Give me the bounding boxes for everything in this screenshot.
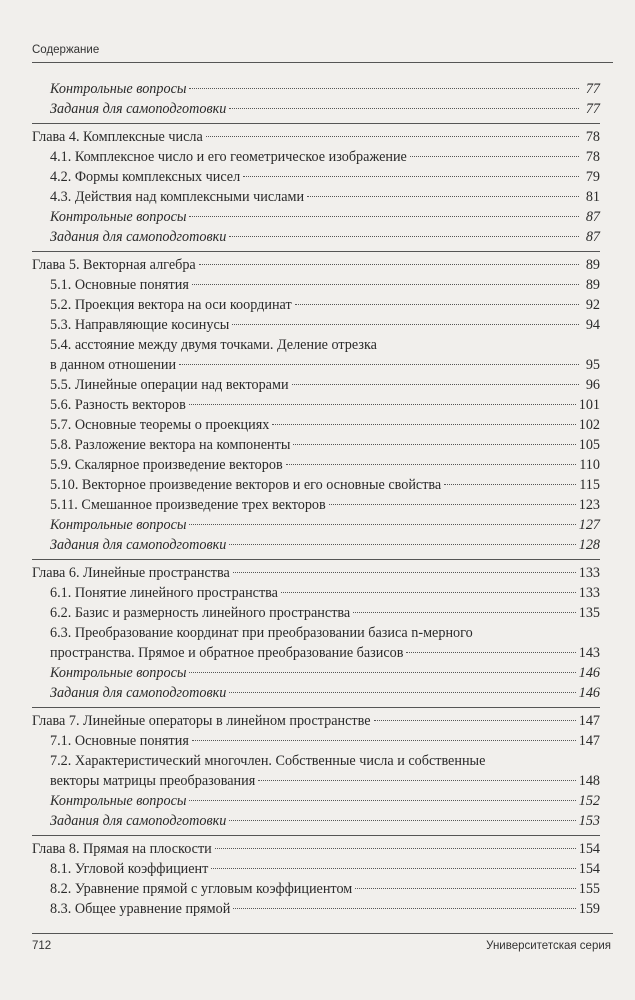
toc-entry-page: 147 <box>578 713 600 729</box>
toc-entry-tasks <box>32 683 600 703</box>
toc-entry-title: 5.10. Векторное произведение векторов и его основные свойства <box>50 477 442 493</box>
toc-entry-title: 5.6. Разность векторов <box>50 397 186 413</box>
toc-entry-title: 5.1. Основные понятия <box>50 277 189 293</box>
dot-leader <box>189 524 575 525</box>
toc-entry-title: 4.1. Комплексное число и его геометрическое изображение <box>50 149 407 165</box>
toc-entry-title: 8.1. Угловой коэффициент <box>50 861 209 877</box>
toc-chapter-title: Глава 8. Прямая на плоскости <box>32 841 212 857</box>
toc-entry-page: 92 <box>585 297 600 313</box>
table-of-contents <box>32 79 600 919</box>
running-header: Содержание <box>32 44 100 56</box>
toc-entry-title: 6.1. Понятие линейного пространства <box>50 585 278 601</box>
toc-entry-page: 146 <box>578 665 600 681</box>
toc-entry-title: 5.7. Основные теоремы о проекциях <box>50 417 270 433</box>
toc-entry-title: Задания для самоподготовки <box>50 101 227 117</box>
toc-entry-title: 8.2. Уравнение прямой с угловым коэффициентом <box>50 881 353 897</box>
toc-entry-title: 4.2. Формы комплексных чисел <box>50 169 241 185</box>
toc-entry-page: 79 <box>585 169 600 185</box>
toc-entry <box>32 415 600 435</box>
toc-entry-title: Задания для самоподготовки <box>50 537 227 553</box>
dot-leader <box>286 464 577 465</box>
toc-entry <box>32 187 600 207</box>
toc-entry-page: 77 <box>585 101 600 117</box>
dot-leader <box>199 264 579 265</box>
dot-leader <box>374 720 576 721</box>
dot-leader <box>258 780 575 781</box>
toc-entry-page: 135 <box>578 605 600 621</box>
toc-entry-page: 148 <box>578 773 600 789</box>
toc-entry-page: 94 <box>585 317 600 333</box>
dot-leader <box>189 404 576 405</box>
dot-leader <box>229 820 575 821</box>
toc-entry <box>32 731 600 751</box>
footer-rule <box>32 933 613 934</box>
toc-entry-title-line2: пространства. Прямое и обратное преобразование базисов <box>50 645 404 661</box>
toc-entry <box>32 395 600 415</box>
chapter-divider <box>32 251 600 252</box>
toc-chapter-title: Глава 6. Линейные пространства <box>32 565 230 581</box>
toc-entry-questions <box>32 207 600 227</box>
toc-entry <box>32 859 600 879</box>
toc-entry-page: 159 <box>578 901 600 917</box>
dot-leader <box>233 572 576 573</box>
dot-leader <box>292 384 579 385</box>
dot-leader <box>189 88 579 89</box>
toc-entry <box>32 603 600 623</box>
dot-leader <box>229 108 579 109</box>
dot-leader <box>406 652 575 653</box>
toc-entry-multiline <box>32 751 600 791</box>
toc-entry <box>32 435 600 455</box>
dot-leader <box>307 196 579 197</box>
dot-leader <box>272 424 575 425</box>
toc-entry-page: 123 <box>578 497 600 513</box>
dot-leader <box>192 740 576 741</box>
toc-entry-page: 154 <box>578 861 600 877</box>
dot-leader <box>410 156 579 157</box>
dot-leader <box>229 692 575 693</box>
dot-leader <box>189 672 575 673</box>
toc-chapter-title: Глава 7. Линейные операторы в линейном пространстве <box>32 713 371 729</box>
toc-entry-multiline <box>32 623 600 663</box>
toc-entry-title: 5.5. Линейные операции над векторами <box>50 377 289 393</box>
toc-entry-title: 5.11. Смешанное произведение трех векторов <box>50 497 326 513</box>
dot-leader <box>179 364 579 365</box>
toc-entry-page: 152 <box>578 793 600 809</box>
toc-entry <box>32 455 600 475</box>
toc-entry-page: 101 <box>578 397 600 413</box>
dot-leader <box>353 612 576 613</box>
toc-entry-title-line2: в данном отношении <box>50 357 177 373</box>
toc-entry-title: Задания для самоподготовки <box>50 685 227 701</box>
toc-entry <box>32 375 600 395</box>
toc-entry-page: 110 <box>579 457 600 473</box>
toc-entry <box>32 167 600 187</box>
dot-leader <box>281 592 576 593</box>
toc-entry-page: 128 <box>578 537 600 553</box>
toc-entry-page: 87 <box>585 229 600 245</box>
dot-leader <box>189 800 575 801</box>
toc-entry-title: 5.3. Направляющие косинусы <box>50 317 230 333</box>
dot-leader <box>232 324 579 325</box>
toc-entry-title: 6.2. Базис и размерность линейного пространства <box>50 605 351 621</box>
toc-entry <box>32 315 600 335</box>
toc-entry-page: 146 <box>578 685 600 701</box>
toc-entry-page: 95 <box>585 357 600 373</box>
toc-entry-page: 115 <box>579 477 600 493</box>
toc-chapter-title: Глава 4. Комплексные числа <box>32 129 203 145</box>
toc-entry-title-line1: 6.3. Преобразование координат при преобразовании базиса n-мерного <box>50 625 473 641</box>
toc-entry-title-line2: векторы матрицы преобразования <box>50 773 256 789</box>
dot-leader <box>192 284 579 285</box>
toc-entry-tasks <box>32 811 600 831</box>
toc-entry-page: 133 <box>578 585 600 601</box>
toc-entry-page: 77 <box>585 81 600 97</box>
dot-leader <box>189 216 579 217</box>
toc-chapter-5 <box>32 255 600 275</box>
dot-leader <box>293 444 575 445</box>
toc-entry-page: 143 <box>578 645 600 661</box>
toc-chapter-title: Глава 5. Векторная алгебра <box>32 257 196 273</box>
toc-entry-title: Контрольные вопросы <box>50 517 187 533</box>
page-number: 712 <box>32 940 52 952</box>
toc-entry-title: 8.3. Общее уравнение прямой <box>50 901 231 917</box>
toc-entry-page: 133 <box>578 565 600 581</box>
dot-leader <box>211 868 575 869</box>
toc-entry-page: 96 <box>585 377 600 393</box>
toc-entry <box>32 583 600 603</box>
toc-entry-title: Контрольные вопросы <box>50 665 187 681</box>
toc-entry-questions <box>32 663 600 683</box>
dot-leader <box>295 304 579 305</box>
toc-entry-page: 127 <box>578 517 600 533</box>
toc-entry-title: 5.8. Разложение вектора на компоненты <box>50 437 291 453</box>
chapter-divider <box>32 559 600 560</box>
dot-leader <box>233 908 575 909</box>
toc-entry-multiline <box>32 335 600 375</box>
toc-entry-title: Контрольные вопросы <box>50 81 187 97</box>
toc-chapter-7 <box>32 711 600 731</box>
toc-entry-ch3-tasks <box>32 99 600 119</box>
toc-entry <box>32 295 600 315</box>
toc-entry-title: Задания для самоподготовки <box>50 229 227 245</box>
toc-entry-page: 147 <box>578 733 600 749</box>
toc-entry-title-line1: 7.2. Характеристический многочлен. Собственные числа и собственные <box>50 753 486 769</box>
toc-entry <box>32 475 600 495</box>
toc-chapter-4 <box>32 127 600 147</box>
dot-leader <box>229 544 575 545</box>
toc-entry-page: 89 <box>585 257 600 273</box>
toc-entry-page: 89 <box>585 277 600 293</box>
toc-entry-page: 78 <box>585 129 600 145</box>
chapter-divider <box>32 835 600 836</box>
dot-leader <box>215 848 576 849</box>
dot-leader <box>229 236 579 237</box>
toc-entry-tasks <box>32 535 600 555</box>
toc-entry-page: 154 <box>578 841 600 857</box>
toc-entry-title: 7.1. Основные понятия <box>50 733 189 749</box>
toc-entry-title-line1: 5.4. асстояние между двумя точками. Деление отрезка <box>50 337 377 353</box>
toc-entry-title: Контрольные вопросы <box>50 209 187 225</box>
dot-leader <box>243 176 579 177</box>
toc-entry <box>32 899 600 919</box>
dot-leader <box>444 484 576 485</box>
toc-entry-title: 5.2. Проекция вектора на оси координат <box>50 297 292 313</box>
dot-leader <box>355 888 575 889</box>
toc-entry-page: 153 <box>578 813 600 829</box>
toc-entry-page: 78 <box>585 149 600 165</box>
toc-entry-title: Задания для самоподготовки <box>50 813 227 829</box>
toc-entry <box>32 275 600 295</box>
toc-entry-page: 87 <box>585 209 600 225</box>
toc-entry-questions <box>32 515 600 535</box>
series-name: Университетская серия <box>486 940 611 952</box>
toc-entry-title: Контрольные вопросы <box>50 793 187 809</box>
chapter-divider <box>32 707 600 708</box>
toc-entry-questions <box>32 791 600 811</box>
toc-chapter-6 <box>32 563 600 583</box>
dot-leader <box>329 504 576 505</box>
toc-entry-title: 5.9. Скалярное произведение векторов <box>50 457 283 473</box>
toc-entry-tasks <box>32 227 600 247</box>
toc-entry-page: 105 <box>578 437 600 453</box>
chapter-divider <box>32 123 600 124</box>
toc-entry <box>32 495 600 515</box>
toc-entry-page: 102 <box>578 417 600 433</box>
toc-entry <box>32 147 600 167</box>
header-rule <box>32 62 613 63</box>
toc-entry <box>32 879 600 899</box>
toc-entry-page: 155 <box>578 881 600 897</box>
toc-entry-title: 4.3. Действия над комплексными числами <box>50 189 305 205</box>
toc-entry-page: 81 <box>585 189 600 205</box>
toc-chapter-8 <box>32 839 600 859</box>
dot-leader <box>206 136 579 137</box>
toc-entry-ch3-questions <box>32 79 600 99</box>
